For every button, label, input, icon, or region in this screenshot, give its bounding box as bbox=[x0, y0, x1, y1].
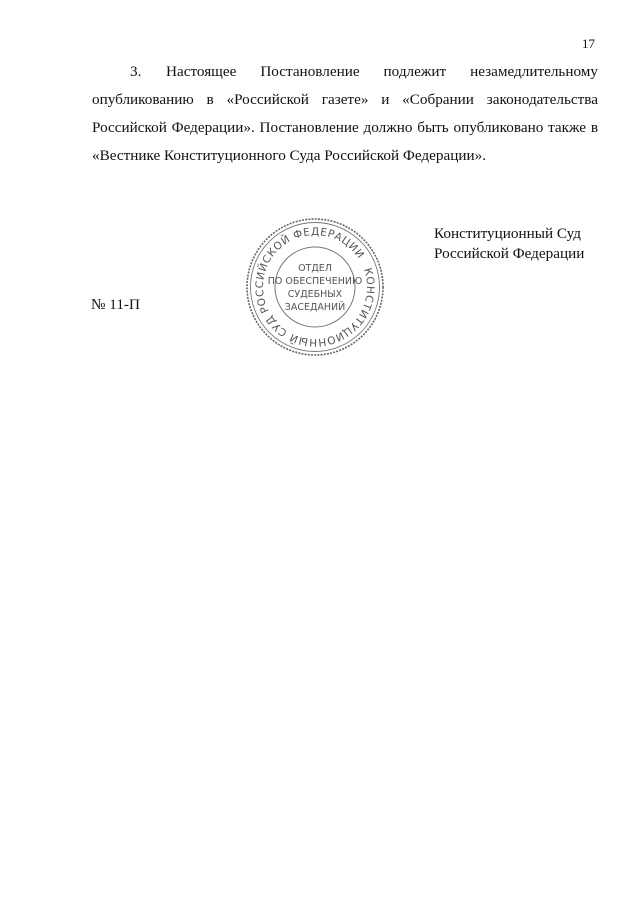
paragraph-line-1: 3. Настоящее Постановление подлежит незамедлительному bbox=[92, 58, 598, 86]
resolution-paragraph bbox=[92, 58, 598, 170]
paragraph-line-4: «Вестнике Конституционного Суда Российской Федерации». bbox=[92, 147, 486, 164]
seal-center-line-4: ЗАСЕДАНИЙ bbox=[284, 302, 346, 313]
court-name-line-2: Российской Федерации bbox=[434, 245, 585, 262]
seal-outer-text: КОНСТИТУЦИОННЫЙ СУД РОССИЙСКОЙ ФЕДЕРАЦИИ bbox=[253, 225, 377, 349]
seal-graphic bbox=[244, 216, 386, 358]
paragraph-line-3: Российской Федерации». Постановление должно быть опубликовано также в bbox=[92, 119, 598, 136]
seal-inner-ring bbox=[275, 247, 355, 327]
court-signature bbox=[434, 224, 584, 264]
paragraph-number: 3. bbox=[130, 63, 142, 80]
court-name-line-1: Конституционный Суд bbox=[434, 225, 581, 242]
seal-center-line-1: ОТДЕЛ bbox=[298, 263, 332, 274]
seal-center-line-2: ПО ОБЕСПЕЧЕНИЮ bbox=[267, 276, 363, 287]
seal-center-line-3: СУДЕБНЫХ bbox=[287, 289, 343, 300]
decision-number: № 11-П bbox=[91, 296, 140, 313]
seal-outer-ring bbox=[247, 219, 383, 355]
seal-second-ring bbox=[251, 223, 380, 352]
paragraph-line-2: опубликованию в «Российской газете» и «Собрании законодательства bbox=[92, 91, 598, 108]
court-seal-stamp bbox=[244, 216, 386, 358]
page-number: 17 bbox=[582, 36, 595, 51]
